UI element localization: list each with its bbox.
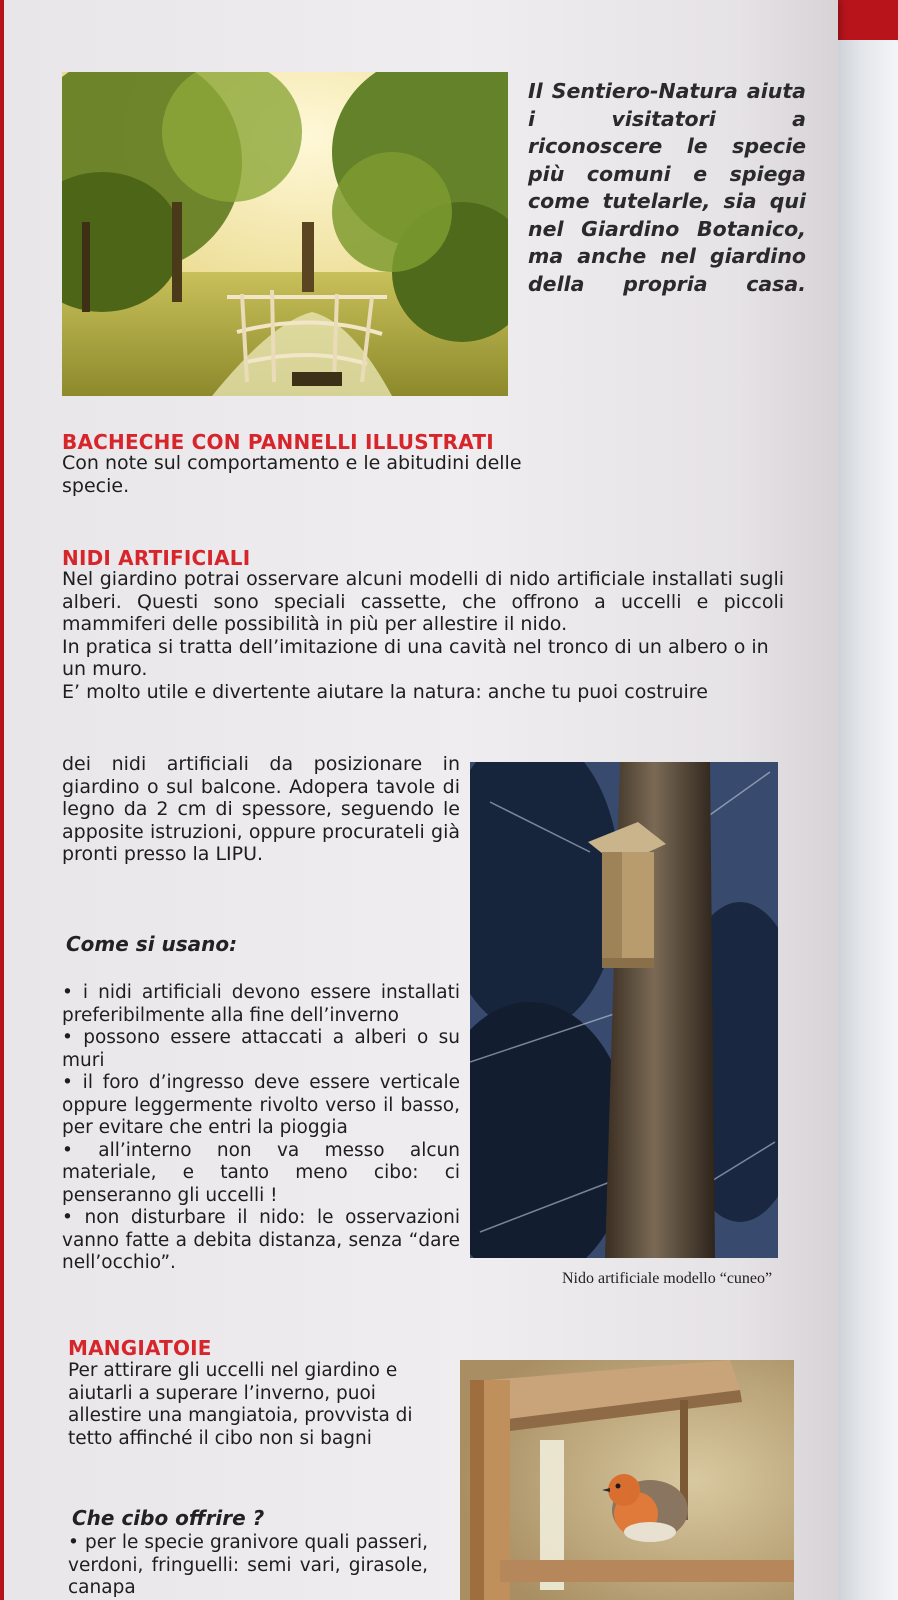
next-page-edge bbox=[838, 40, 898, 1600]
list-item: • all’interno non va messo alcun materiale, e tanto meno cibo: ci penseranno gli uccelli ! bbox=[62, 1139, 460, 1206]
mangiatoie-heading: MANGIATOIE bbox=[68, 1336, 212, 1360]
nidi-paragraph-3a: E’ molto utile e divertente aiutare la natura: anche tu puoi costruire bbox=[62, 680, 708, 703]
bird-feeder-photo bbox=[460, 1360, 794, 1600]
mangiatoie-text: Per attirare gli uccelli nel giardino e aiutarli a superare l’inverno, puoi allestire una mangiatoia, provvista di tetto affinché il cibo non si bagni bbox=[68, 1360, 413, 1449]
nidi-paragraph-3b: dei nidi artificiali da posizionare in giardino o sul balcone. Adopera tavole di legno da 2 cm di spessore, seguendo le apposite istruzioni, oppure procurateli già pronti presso la LIPU. bbox=[62, 753, 460, 865]
nest-box-illustration bbox=[470, 762, 778, 1258]
nidi-text-block bbox=[62, 568, 784, 703]
nidi-paragraph-1: Nel giardino potrai osservare alcuni modelli di nido artificiale installati sugli alberi. Questi sono speciali cassette, che offrono a uccelli e piccoli mammiferi delle possibilità in più per allestire il nido. bbox=[62, 568, 784, 635]
nest-box-caption: Nido artificiale modello “cuneo” bbox=[562, 1270, 773, 1287]
intro-paragraph: Il Sentiero-Natura aiuta i visitatori a riconoscere le specie più comuni e spiega come tutelarle, sia qui nel Giardino Botanico, ma anche nel giardino della propria casa. bbox=[528, 79, 806, 296]
bacheche-text: Con note sul comportamento e le abitudini delle specie. bbox=[62, 452, 522, 497]
nidi-bullets bbox=[62, 982, 460, 1275]
nidi-paragraph-2: In pratica si tratta dell’imitazione di una cavità nel tronco di un albero o in un muro. bbox=[62, 635, 769, 680]
garden-bridge-photo bbox=[62, 72, 508, 396]
list-item: • il foro d’ingresso deve essere verticale oppure leggermente rivolto verso il basso, per evitare che entri la pioggia bbox=[62, 1072, 460, 1138]
list-item: • non disturbare il nido: le osservazioni vanno fatte a debita distanza, senza “dare nell’occhio”. bbox=[62, 1207, 460, 1273]
mangiatoie-bullet: • per le specie granivore quali passeri, verdoni, fringuelli: semi vari, girasole, canapa bbox=[68, 1532, 428, 1598]
list-item: • possono essere attaccati a alberi o su muri bbox=[62, 1027, 460, 1071]
nest-box-photo bbox=[470, 762, 778, 1258]
che-cibo-heading: Che cibo offrire ? bbox=[72, 1506, 265, 1530]
nidi-heading: NIDI ARTIFICIALI bbox=[62, 546, 251, 570]
bird-feeder-illustration bbox=[460, 1360, 794, 1600]
bacheche-heading: BACHECHE CON PANNELLI ILLUSTRATI bbox=[62, 430, 494, 454]
come-si-usano-heading: Come si usano: bbox=[66, 932, 238, 956]
garden-bridge-illustration bbox=[62, 72, 508, 396]
list-item: • i nidi artificiali devono essere installati preferibilmente alla fine dell’inverno bbox=[62, 982, 460, 1026]
